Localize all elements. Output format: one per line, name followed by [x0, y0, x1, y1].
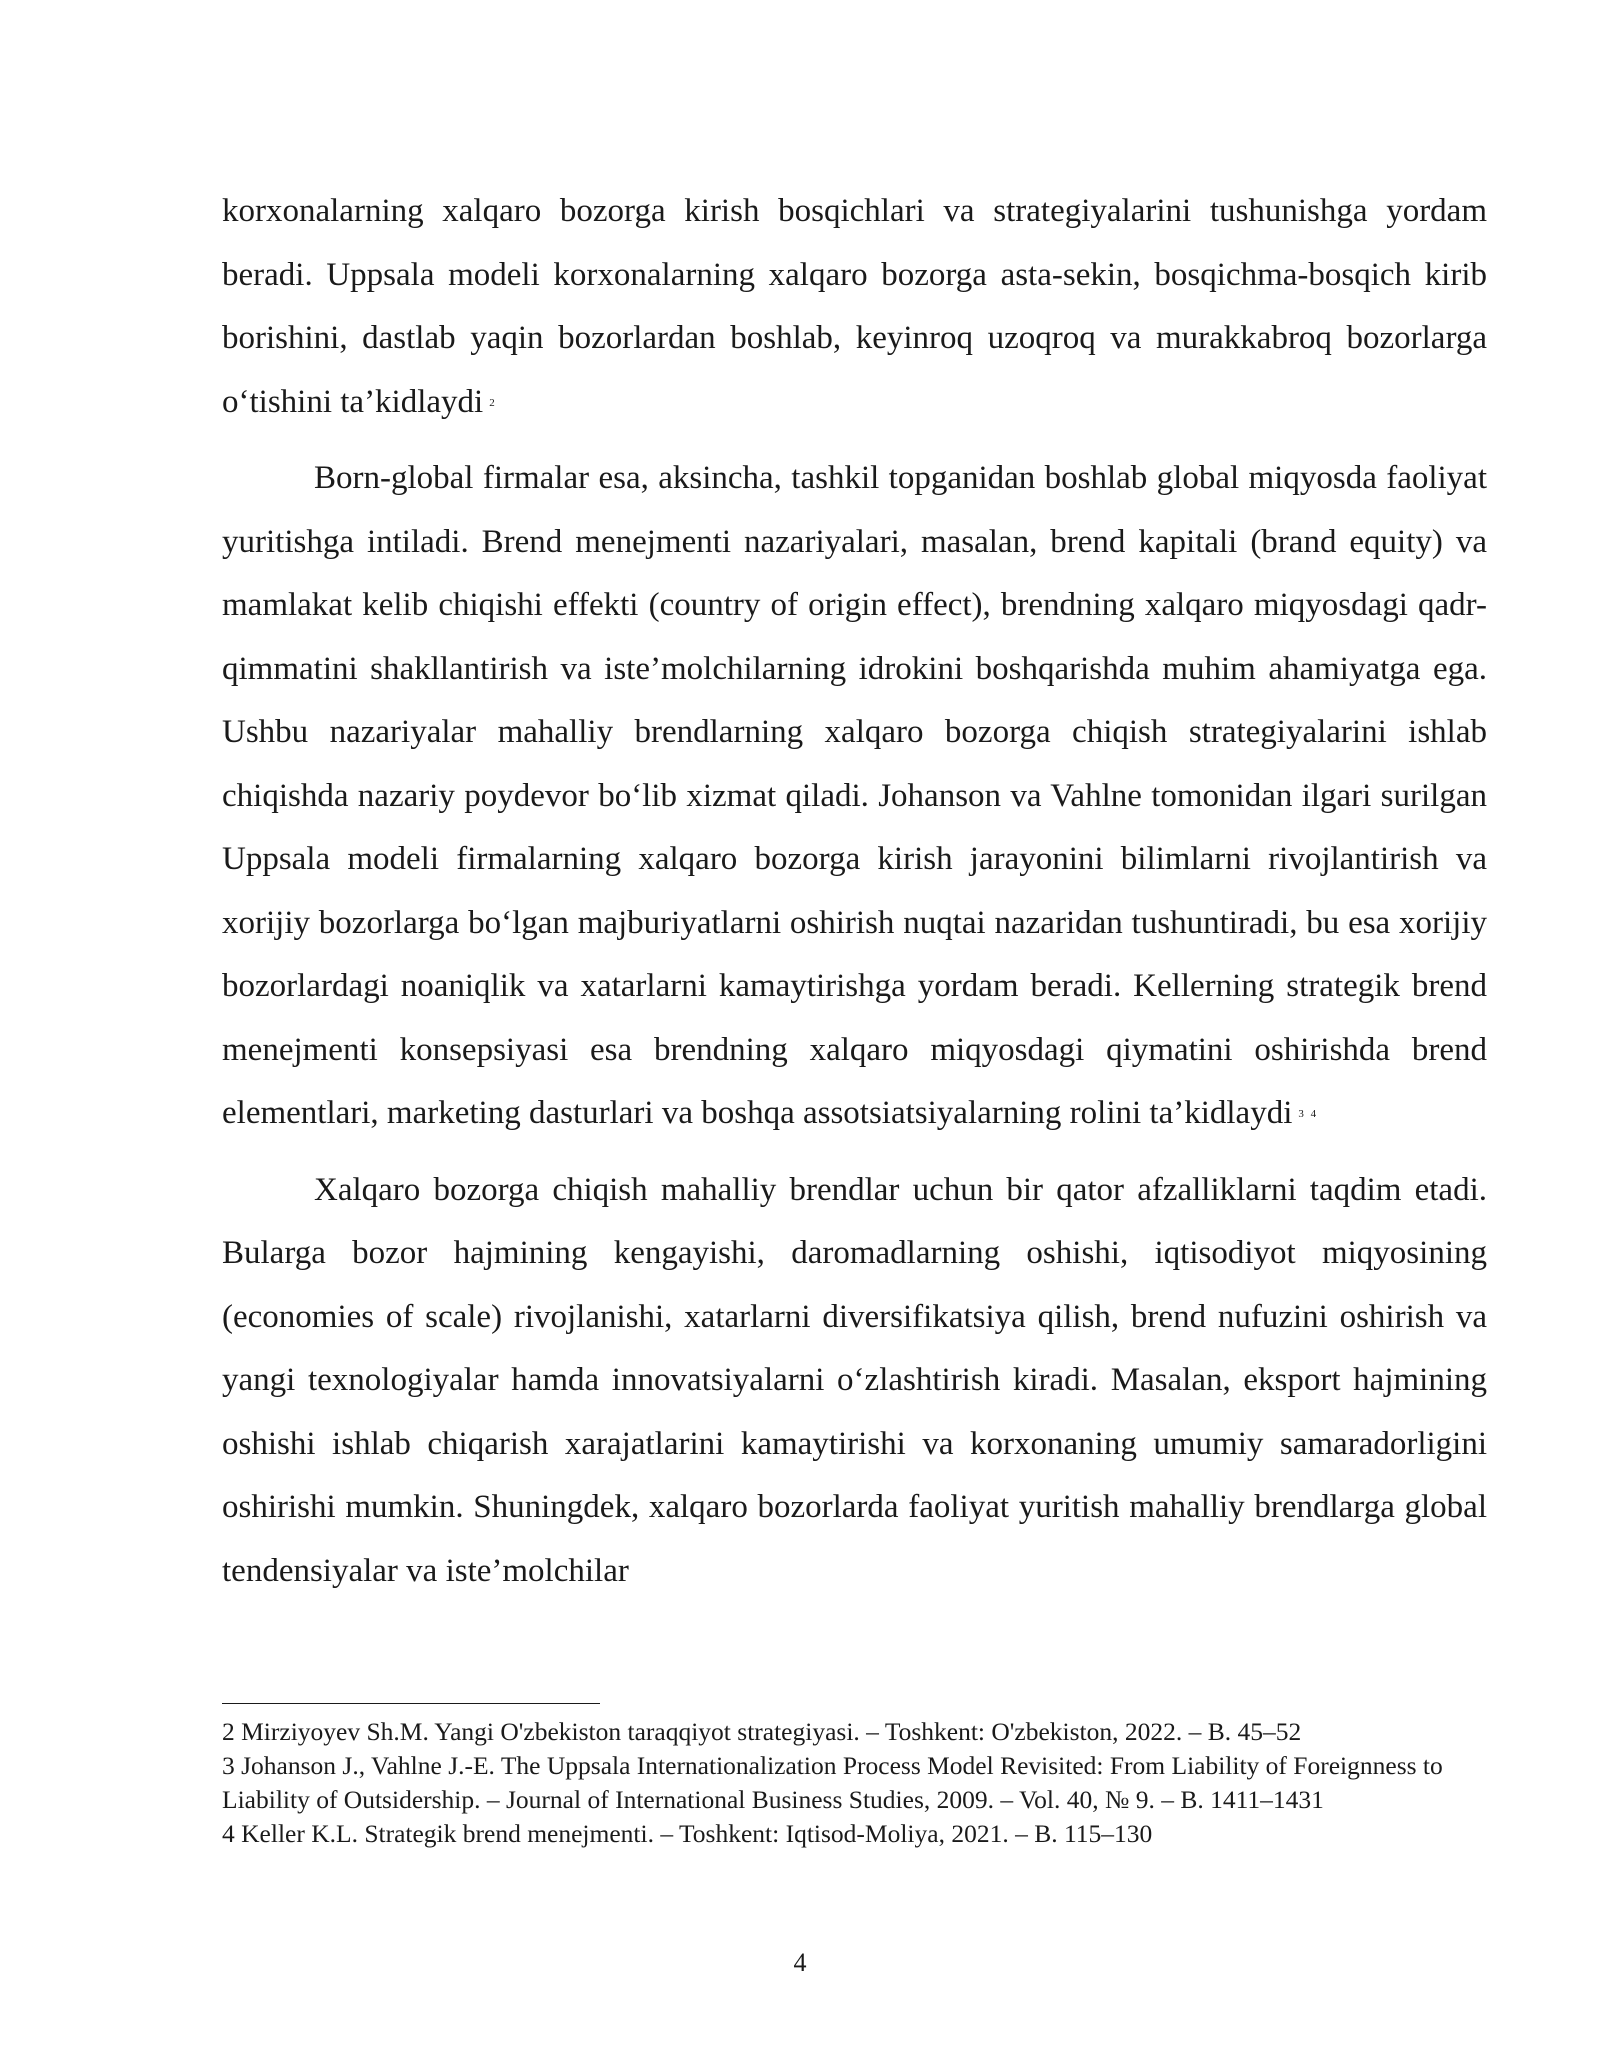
- footnote-item: 4 Keller K.L. Strategik brend menejmenti. – Toshkent: Iqtisod-Moliya, 2021. – B. 115–130: [222, 1819, 1153, 1848]
- paragraph-text: korxonalarning xalqaro bozorga kirish bosqichlari va strategiyalarini tushunishga yordam beradi. Uppsala modeli korxonalarning xalqaro bozorga asta-sekin, bosqichma-bosqich kirib borishini, dastlab yaqin bozorlardan boshlab, keyinroq uzoqroq va murakkabroq bozorlarga o‘tishini ta’kidlaydi: [222, 193, 1487, 420]
- footnote-item: 3 Johanson J., Vahlne J.-E. The Uppsala Internationalization Process Model Revisited: From Liability of Foreignness to Liability of Outsidership. – Journal of International Business Studies, 2009. – Vol. 40, № 9. – B. 1411–1431: [222, 1751, 1443, 1814]
- footnote-reference[interactable]: 3 4: [1298, 1108, 1319, 1120]
- paragraph: [222, 447, 1487, 1146]
- paragraph-text: Born-global firmalar esa, aksincha, tashkil topganidan boshlab global miqyosda faoliyat yuritishga intiladi. Brend menejmenti nazariyalari, masalan, brend kapitali (brand equity) va mamlakat kelib chiqishi effekti (country of origin effect), brendning xalqaro miqyosdagi qadr-qimmatini shakllantirish va iste’molchilarning idrokini boshqarishda muhim ahamiyatga ega. Ushbu nazariyalar mahalliy brendlarning xalqaro bozorga chiqish strategiyalarini ishlab chiqishda nazariy poydevor bo‘lib xizmat qiladi. Johanson va Vahlne tomonidan ilgari surilgan Uppsala modeli firmalarning xalqaro bozorga kirish jarayonini bilimlarni rivojlantirish va xorijiy bozorlarga bo‘lgan majburiyatlarni oshirish nuqtai nazaridan tushuntiradi, bu esa xorijiy bozorlardagi noaniqlik va xatarlarni kamaytirishga yordam beradi. Kellerning strategik brend menejmenti konsepsiyasi esa brendning xalqaro miqyosdagi qiymatini oshirishda brend elementlari, marketing dasturlari va boshqa assotsiatsiyalarning rolini ta’kidlaydi: [222, 460, 1487, 1131]
- footnote-reference[interactable]: 2: [489, 396, 497, 409]
- paragraph: [222, 180, 1487, 434]
- document-body: [222, 180, 1487, 1603]
- paragraph-text: Xalqaro bozorga chiqish mahalliy brendlar uchun bir qator afzalliklarni taqdim etadi. Bularga bozor hajmining kengayishi, daromadlarning oshishi, iqtisodiyot miqyosining (economies of scale) rivojlanishi, xatarlarni diversifikatsiya qilish, brend nufuzini oshirish va yangi texnologiyalar hamda innovatsiyalarni o‘zlashtirish kiradi. Masalan, eksport hajmining oshishi ishlab chiqarish xarajatlarini kamaytirishi va korxonaning umumiy samaradorligini oshirishi mumkin. Shuningdek, xalqaro bozorlarda faoliyat yuritish mahalliy brendlarga global tendensiyalar va iste’molchilar: [222, 1171, 1487, 1589]
- page-number: 4: [793, 1948, 807, 1977]
- footnotes: [222, 1715, 1487, 1851]
- paragraph: [222, 1159, 1487, 1604]
- footnote-separator: [222, 1703, 600, 1704]
- footnote-item: 2 Mirziyoyev Sh.M. Yangi O'zbekiston taraqqiyot strategiyasi. – Toshkent: O'zbekiston, 2022. – B. 45–52: [222, 1717, 1302, 1746]
